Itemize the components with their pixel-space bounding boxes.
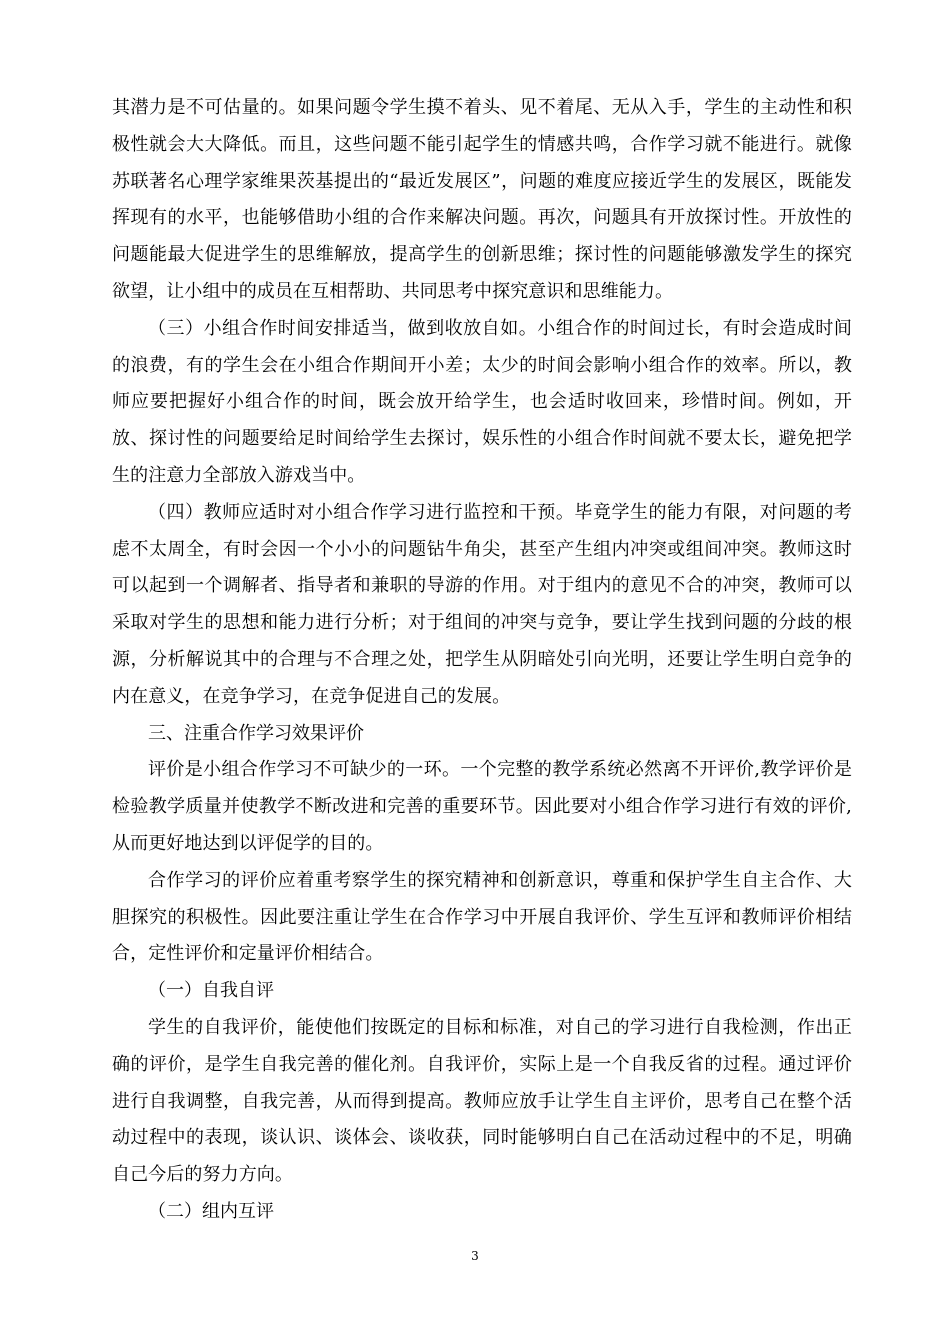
paragraph-continuation: 其潜力是不可估量的。如果问题令学生摸不着头、见不着尾、无从入手，学生的主动性和积极性就会大大降低。而且，这些问题不能引起学生的情感共鸣，合作学习就不能进行。就像苏联著名心理学家维果茨基提出的“最近发展区”，问题的难度应接近学生的发展区，既能发挥现有的水平，也能够借助小组的合作来解决问题。再次，问题具有开放探讨性。开放性的问题能最大促进学生的思维解放，提高学生的创新思维；探讨性的问题能够激发学生的探究欲望，让小组中的成员在互相帮助、共同思考中探究意识和思维能力。: [112, 97, 852, 302]
section-heading-evaluation: 三、注重合作学习效果评价: [148, 722, 364, 744]
paragraph-evaluation-intro: 评价是小组合作学习不可缺少的一环。一个完整的教学系统必然离不开评价,教学评价是检验教学质量并使教学不断改进和完善的重要环节。因此要对小组合作学习进行有效的评价,从而更好地达到以评促学的目的。: [112, 759, 852, 854]
subheading-self-evaluation: （一）自我自评: [148, 980, 274, 1002]
paragraph-section-3: （三）小组合作时间安排适当，做到收放自如。小组合作的时间过长，有时会造成时间的浪费，有的学生会在小组合作期间开小差；太少的时间会影响小组合作的效率。所以，教师应要把握好小组合作的时间，既会放开给学生，也会适时收回来，珍惜时间。例如，开放、探讨性的问题要给足时间给学生去探讨，娱乐性的小组合作时间就不要太长，避免把学生的注意力全部放入游戏当中。: [112, 317, 852, 486]
document-body: [112, 90, 852, 1231]
page-number: 3: [471, 1249, 479, 1263]
paragraph-self-evaluation: 学生的自我评价，能使他们按既定的目标和标准，对自己的学习进行自我检测，作出正确的评价，是学生自我完善的催化剂。自我评价，实际上是一个自我反省的过程。通过评价进行自我调整，自我完善，从而得到提高。教师应放手让学生自主评价，思考自己在整个活动过程中的表现，谈认识、谈体会、谈收获，同时能够明白自己在活动过程中的不足，明确自己今后的努力方向。: [112, 1016, 852, 1186]
paragraph-evaluation-focus: 合作学习的评价应着重考察学生的探究精神和创新意识，尊重和保护学生自主合作、大胆探究的积极性。因此要注重让学生在合作学习中开展自我评价、学生互评和教师评价相结合，定性评价和定量评价相结合。: [112, 869, 852, 965]
paragraph-section-4: （四）教师应适时对小组合作学习进行监控和干预。毕竟学生的能力有限，对问题的考虑不太周全，有时会因一个小小的问题钻牛角尖，甚至产生组内冲突或组间冲突。教师这时可以起到一个调解者、指导者和兼职的导游的作用。对于组内的意见不合的冲突，教师可以采取对学生的思想和能力进行分析；对于组间的冲突与竞争，要让学生找到问题的分歧的根源，分析解说其中的合理与不合理之处，把学生从阴暗处引向光明，还要让学生明白竞争的内在意义，在竞争学习，在竞争促进自己的发展。: [112, 501, 852, 707]
subheading-peer-evaluation: （二）组内互评: [148, 1200, 274, 1222]
